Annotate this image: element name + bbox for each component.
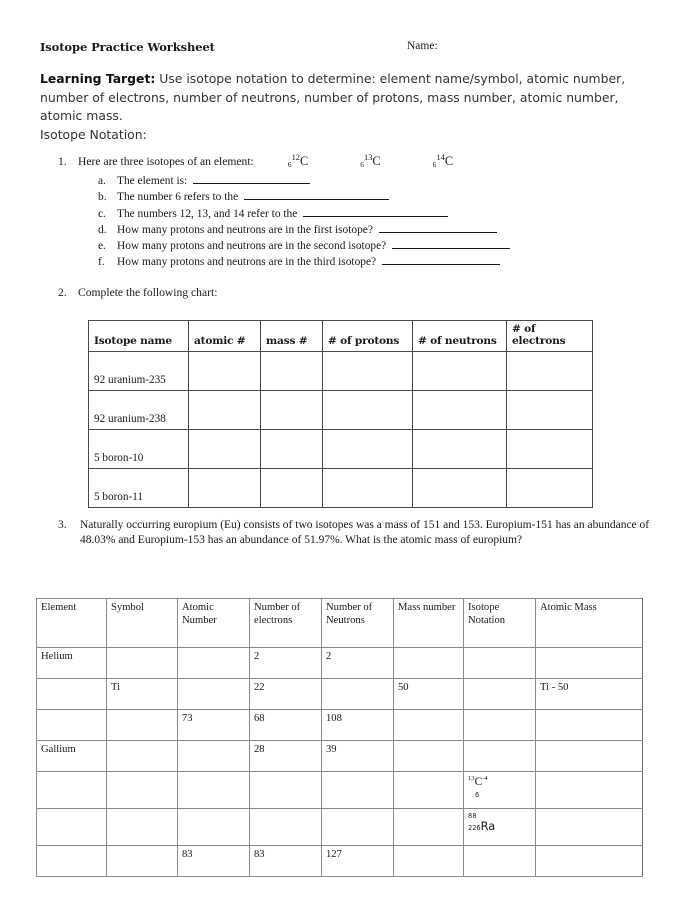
carbon-mass-number: 13 [468,775,475,782]
question-1-number: 1. [58,155,67,168]
cell-electrons: 2 [250,648,322,679]
cell-symbol: Ti [107,679,178,710]
question-1-item-f [98,253,658,269]
item-b-text: The number 6 refers to the [117,191,239,204]
item-e-text: How many protons and neutrons are in the second isotope? [117,240,387,253]
question-1-item-d [98,221,658,237]
cell-electrons[interactable] [250,772,322,809]
cell-neutrons[interactable] [413,391,507,430]
cell-element: Helium [37,648,107,679]
cell-symbol[interactable] [107,809,178,846]
cell-mass-number[interactable] [261,469,323,508]
isotope-c13-mass-number: 13 [364,153,373,162]
item-e-answer-blank[interactable] [392,237,510,249]
table-header-row [37,599,643,648]
cell-atomic-number[interactable] [178,679,250,710]
cell-atomic-mass[interactable] [536,846,643,877]
isotope-c12-symbol: C [299,154,309,168]
cell-protons[interactable] [323,352,413,391]
radium-atomic-number: 88 [468,812,477,820]
carbon-symbol: C [474,776,483,788]
cell-electrons: 68 [250,710,322,741]
isotope-c12-atomic-number: 6 [287,160,292,169]
cell-neutrons: 127 [322,846,394,877]
col-number-of-electrons: Number of electrons [250,599,322,648]
page-header [40,40,651,54]
col-atomic-mass: Atomic Mass [536,599,643,648]
question-2 [58,286,217,299]
cell-neutrons[interactable] [413,430,507,469]
isotope-c14 [433,153,453,169]
question-3-text: Naturally occurring europium (Eu) consists of two isotopes was a mass of 151 and 153. Europium-151 has an abundance of 48.03% and Europium-153 has an abundance of 51.97%. What is the atomic mass of europium? [80,519,650,547]
cell-symbol[interactable] [107,741,178,772]
table-row [89,391,593,430]
learning-target-label: Learning Target: [40,71,156,86]
carbon-notation-main [468,776,488,788]
col-atomic-number: atomic # [189,321,261,352]
cell-atomic-mass: Ti - 50 [536,679,643,710]
cell-neutrons[interactable] [413,469,507,508]
cell-element[interactable] [37,679,107,710]
learning-target-block [40,70,640,144]
cell-mass-number[interactable] [394,772,464,809]
isotope-notation-line: Isotope Notation: [40,126,147,142]
cell-element[interactable] [37,772,107,809]
cell-isotope-name: 5 boron-11 [89,469,189,508]
question-2-stem: Complete the following chart: [78,286,218,299]
item-a-text: The element is: [117,175,188,187]
cell-isotope-name: 5 boron-10 [89,430,189,469]
cell-atomic-number[interactable] [189,391,261,430]
col-element: Element [37,599,107,648]
isotope-c14-mass-number: 14 [436,153,445,162]
cell-mass-number[interactable] [261,352,323,391]
name-label: Name: [407,40,438,52]
item-b-answer-blank[interactable] [244,188,389,200]
element-properties-table [36,598,643,877]
cell-element[interactable] [37,846,107,877]
col-atomic-number: Atomic Number [178,599,250,648]
col-isotope-notation: Isotope Notation [464,599,536,648]
cell-isotope-notation[interactable] [464,679,536,710]
cell-mass-number[interactable] [394,710,464,741]
item-c-answer-blank[interactable] [303,205,448,217]
question-1-item-b [98,188,658,204]
question-1-item-e [98,237,658,253]
isotope-c13-atomic-number: 6 [360,160,364,169]
isotope-c13-symbol: C [372,154,381,168]
cell-neutrons: 39 [322,741,394,772]
isotope-c14-symbol: C [444,154,454,168]
page-title: Isotope Practice Worksheet [40,40,215,54]
cell-atomic-number: 83 [178,846,250,877]
cell-protons[interactable] [323,469,413,508]
cell-atomic-mass[interactable] [536,741,643,772]
table-row [37,679,643,710]
item-e-letter: e. [98,240,106,253]
cell-protons[interactable] [323,391,413,430]
cell-neutrons[interactable] [413,352,507,391]
table-header-row [89,321,593,352]
col-mass-number: Mass number [394,599,464,648]
question-1-item-c [98,205,658,221]
cell-protons[interactable] [323,430,413,469]
isotope-list [288,153,453,169]
cell-isotope-notation [464,772,536,809]
col-symbol: Symbol [107,599,178,648]
cell-electrons[interactable] [250,809,322,846]
table-row [89,469,593,508]
question-1-stem-row [58,153,658,169]
radium-symbol: Ra [480,819,496,833]
cell-neutrons[interactable] [322,679,394,710]
cell-atomic-mass[interactable] [536,772,643,809]
cell-isotope-notation [464,809,536,846]
cell-atomic-number[interactable] [178,741,250,772]
cell-electrons: 28 [250,741,322,772]
isotope-notation-radium [468,811,535,833]
cell-mass-number[interactable] [394,846,464,877]
item-c-letter: c. [98,207,106,220]
cell-mass-number[interactable] [261,391,323,430]
cell-neutrons: 108 [322,710,394,741]
item-d-letter: d. [98,223,107,236]
isotope-c12-mass-number: 12 [291,153,300,162]
cell-electrons[interactable] [507,430,593,469]
isotope-c14-atomic-number: 6 [432,160,437,169]
item-a-answer-blank[interactable] [193,172,310,184]
question-3 [58,518,658,549]
cell-isotope-name: 92 uranium-235 [89,352,189,391]
cell-neutrons[interactable] [322,809,394,846]
cell-atomic-number[interactable] [178,809,250,846]
cell-neutrons: 2 [322,648,394,679]
cell-atomic-number[interactable] [189,352,261,391]
item-d-answer-blank[interactable] [379,221,497,233]
cell-mass-number: 50 [394,679,464,710]
cell-electrons: 22 [250,679,322,710]
cell-electrons[interactable] [507,352,593,391]
cell-element[interactable] [37,710,107,741]
item-d-text: How many protons and neutrons are in the first isotope? [117,223,373,236]
cell-electrons[interactable] [507,391,593,430]
col-electrons: # of electrons [507,321,593,352]
radium-mass-number: 226 [468,824,481,832]
question-3-number: 3. [58,519,67,531]
item-f-letter: f. [98,256,105,269]
learning-target-text: Use isotope notation to determine: element name/symbol, atomic number, number of electrons, number of neutrons, number of protons, mass number, atomic number, atomic mass. [40,71,626,124]
item-b-letter: b. [98,191,107,204]
cell-isotope-notation[interactable] [464,741,536,772]
table-row [89,352,593,391]
cell-mass-number[interactable] [394,741,464,772]
table-row [37,772,643,809]
cell-element[interactable] [37,809,107,846]
isotope-chart-table [88,320,593,508]
table-row [37,809,643,846]
table-row [37,741,643,772]
cell-atomic-number: 73 [178,710,250,741]
cell-atomic-mass[interactable] [536,710,643,741]
table-row [37,710,643,741]
cell-symbol[interactable] [107,772,178,809]
col-number-of-neutrons: Number of Neutrons [322,599,394,648]
item-f-text: How many protons and neutrons are in the third isotope? [117,256,377,269]
carbon-charge: -4 [482,775,488,782]
isotope-c13 [360,153,380,169]
cell-mass-number[interactable] [261,430,323,469]
cell-isotope-name: 92 uranium-238 [89,391,189,430]
cell-electrons[interactable] [507,469,593,508]
question-1-stem: Here are three isotopes of an element: [78,155,254,168]
item-a-letter: a. [98,175,106,187]
col-protons: # of protons [323,321,413,352]
cell-symbol[interactable] [107,846,178,877]
isotope-c12 [288,153,308,169]
cell-isotope-notation[interactable] [464,648,536,679]
cell-isotope-notation[interactable] [464,710,536,741]
cell-mass-number[interactable] [394,809,464,846]
col-mass-number: mass # [261,321,323,352]
table-row [89,430,593,469]
cell-symbol[interactable] [107,648,178,679]
cell-atomic-number[interactable] [189,469,261,508]
item-c-text: The numbers 12, 13, and 14 refer to the [117,207,298,220]
isotope-notation-carbon [468,775,535,800]
cell-element: Gallium [37,741,107,772]
question-2-number: 2. [58,286,67,299]
cell-atomic-mass[interactable] [536,648,643,679]
cell-neutrons[interactable] [322,772,394,809]
table-row [37,648,643,679]
question-1-item-a [98,172,658,188]
col-isotope-name: Isotope name [89,321,189,352]
cell-atomic-number[interactable] [178,648,250,679]
carbon-atomic-number: 6 [475,791,480,800]
table-row [37,846,643,877]
cell-electrons: 83 [250,846,322,877]
cell-symbol[interactable] [107,710,178,741]
cell-atomic-number[interactable] [178,772,250,809]
question-1 [58,153,658,270]
col-neutrons: # of neutrons [413,321,507,352]
cell-atomic-mass[interactable] [536,809,643,846]
cell-isotope-notation[interactable] [464,846,536,877]
cell-mass-number[interactable] [394,648,464,679]
question-1-subitems [98,172,658,270]
cell-atomic-number[interactable] [189,430,261,469]
item-f-answer-blank[interactable] [382,253,500,265]
